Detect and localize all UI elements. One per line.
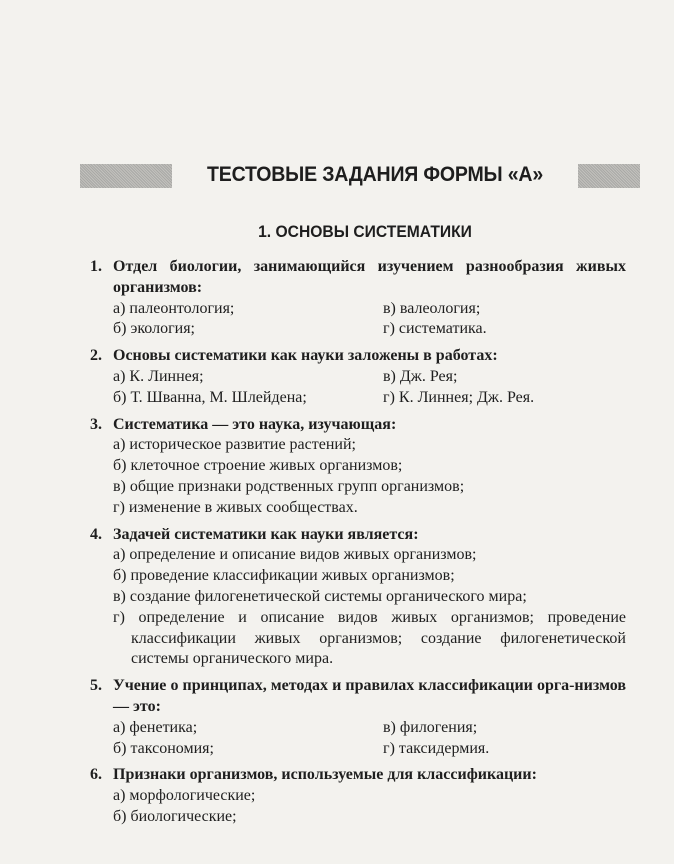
- option: г) определение и описание видов живых организмов; проведение классификации живых организмов; создание филогенетической системы органического мира.: [113, 608, 626, 668]
- option: в) создание филогенетической системы органического мира;: [113, 587, 527, 605]
- header-decor-left: [80, 164, 172, 188]
- section-title: ТЕСТОВЫЕ ЗАДАНИЯ ФОРМЫ «А»: [206, 163, 543, 186]
- option: б) клеточное строение живых организмов;: [113, 457, 403, 475]
- question-number: 1.: [90, 258, 102, 275]
- questions-list: [90, 257, 626, 834]
- option: в) Дж. Рея;: [383, 367, 458, 385]
- question-4: [90, 525, 626, 671]
- option: а) К. Линнея;: [113, 367, 204, 385]
- option: в) валеология;: [383, 299, 481, 317]
- question-6: [90, 765, 626, 827]
- option: а) палеонтология;: [113, 299, 235, 317]
- chapter-title: 1. ОСНОВЫ СИСТЕМАТИКИ: [258, 222, 472, 241]
- option: б) экология;: [113, 320, 195, 338]
- question-number: 6.: [90, 766, 102, 784]
- option: а) фенетика;: [113, 718, 198, 736]
- question-1: [90, 257, 626, 340]
- question-number: 3.: [90, 415, 102, 433]
- question-text: Признаки организмов, используемые для классификации:: [113, 766, 537, 784]
- header-decor-right: [578, 164, 640, 188]
- question-5: [90, 676, 626, 759]
- option: а) историческое развитие растений;: [113, 436, 356, 454]
- question-text: Основы систематики как науки заложены в работах:: [113, 347, 498, 365]
- question-number: 5.: [90, 677, 102, 695]
- option: г) К. Линнея; Дж. Рея.: [383, 388, 535, 406]
- question-text: Учение о принципах, методах и правилах классификации орга-низмов — это:: [113, 677, 626, 715]
- question-number: 2.: [90, 347, 102, 365]
- question-3: [90, 415, 626, 519]
- option: б) таксономия;: [113, 739, 214, 757]
- option: г) изменение в живых сообществах.: [113, 498, 358, 516]
- question-number: 4.: [90, 525, 102, 543]
- question-text: Отдел биологии, занимающийся изучением разнообразия живых организмов:: [113, 258, 626, 296]
- option: а) определение и описание видов живых организмов;: [113, 546, 477, 564]
- option: г) таксидермия.: [383, 739, 490, 757]
- question-text: Задачей систематики как науки является:: [113, 525, 419, 543]
- option: б) биологические;: [113, 807, 237, 825]
- option: г) систематика.: [383, 320, 487, 338]
- option: а) морфологические;: [113, 787, 256, 805]
- question-text: Систематика — это наука, изучающая:: [113, 415, 397, 433]
- option: в) филогения;: [383, 718, 478, 736]
- option: б) проведение классификации живых организмов;: [113, 567, 455, 585]
- option: в) общие признаки родственных групп организмов;: [113, 477, 465, 495]
- option: б) Т. Шванна, М. Шлейдена;: [113, 388, 307, 406]
- question-2: [90, 346, 626, 408]
